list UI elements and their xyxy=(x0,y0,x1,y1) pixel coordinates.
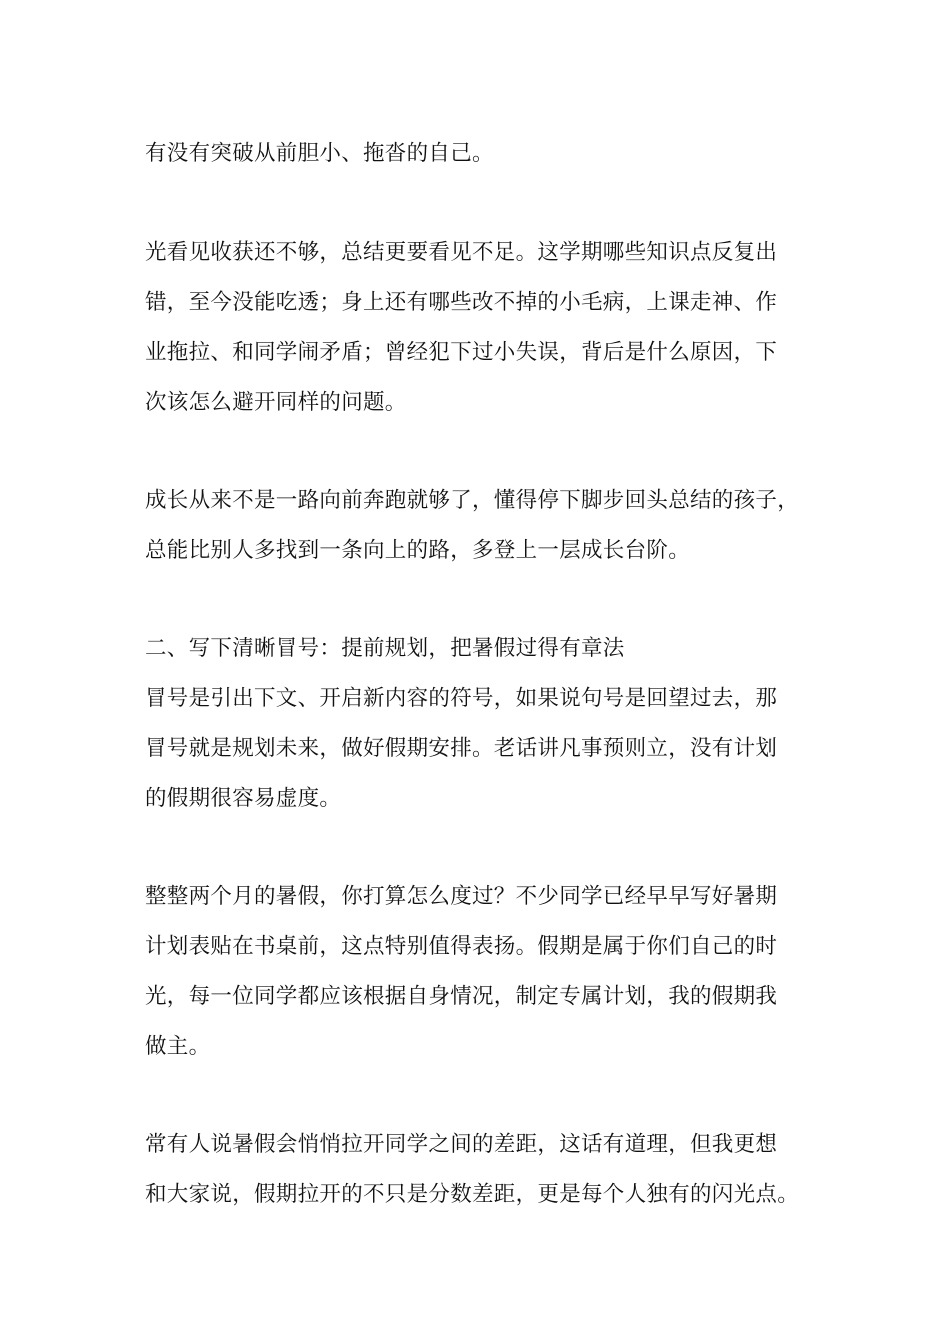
paragraph-6-line-2: 和大家说，假期拉开的不只是分数差距，更是每个人独有的闪光点。 xyxy=(145,1182,800,1207)
section-heading: 二、写下清晰冒号：提前规划，把暑假过得有章法 xyxy=(145,636,625,661)
paragraph-5-line-4: 做主。 xyxy=(145,1034,211,1059)
paragraph-1-line-1: 有没有突破从前胆小、拖沓的自己。 xyxy=(145,141,494,166)
paragraph-4-line-1: 冒号是引出下文、开启新内容的符号，如果说句号是回望过去，那 xyxy=(145,686,778,711)
paragraph-2-line-3: 业拖拉、和同学闹矛盾；曾经犯下过小失误，背后是什么原因，下 xyxy=(145,340,778,365)
paragraph-3-line-2: 总能比别人多找到一条向上的路，多登上一层成长台阶。 xyxy=(145,538,691,563)
paragraph-2-line-1: 光看见收获还不够，总结更要看见不足。这学期哪些知识点反复出 xyxy=(145,240,778,265)
paragraph-4-line-3: 的假期很容易虚度。 xyxy=(145,786,342,811)
paragraph-5-line-1: 整整两个月的暑假，你打算怎么度过？不少同学已经早早写好暑期 xyxy=(145,884,778,909)
paragraph-2-line-4: 次该怎么避开同样的问题。 xyxy=(145,390,407,415)
paragraph-3-line-1: 成长从来不是一路向前奔跑就够了，懂得停下脚步回头总结的孩子， xyxy=(145,488,800,513)
paragraph-4-line-2: 冒号就是规划未来，做好假期安排。老话讲凡事预则立，没有计划 xyxy=(145,736,778,761)
paragraph-2-line-2: 错，至今没能吃透；身上还有哪些改不掉的小毛病，上课走神、作 xyxy=(145,290,778,315)
paragraph-6-line-1: 常有人说暑假会悄悄拉开同学之间的差距，这话有道理，但我更想 xyxy=(145,1132,778,1157)
paragraph-5-line-3: 光，每一位同学都应该根据自身情况，制定专属计划，我的假期我 xyxy=(145,984,778,1009)
paragraph-5-line-2: 计划表贴在书桌前，这点特别值得表扬。假期是属于你们自己的时 xyxy=(145,934,778,959)
